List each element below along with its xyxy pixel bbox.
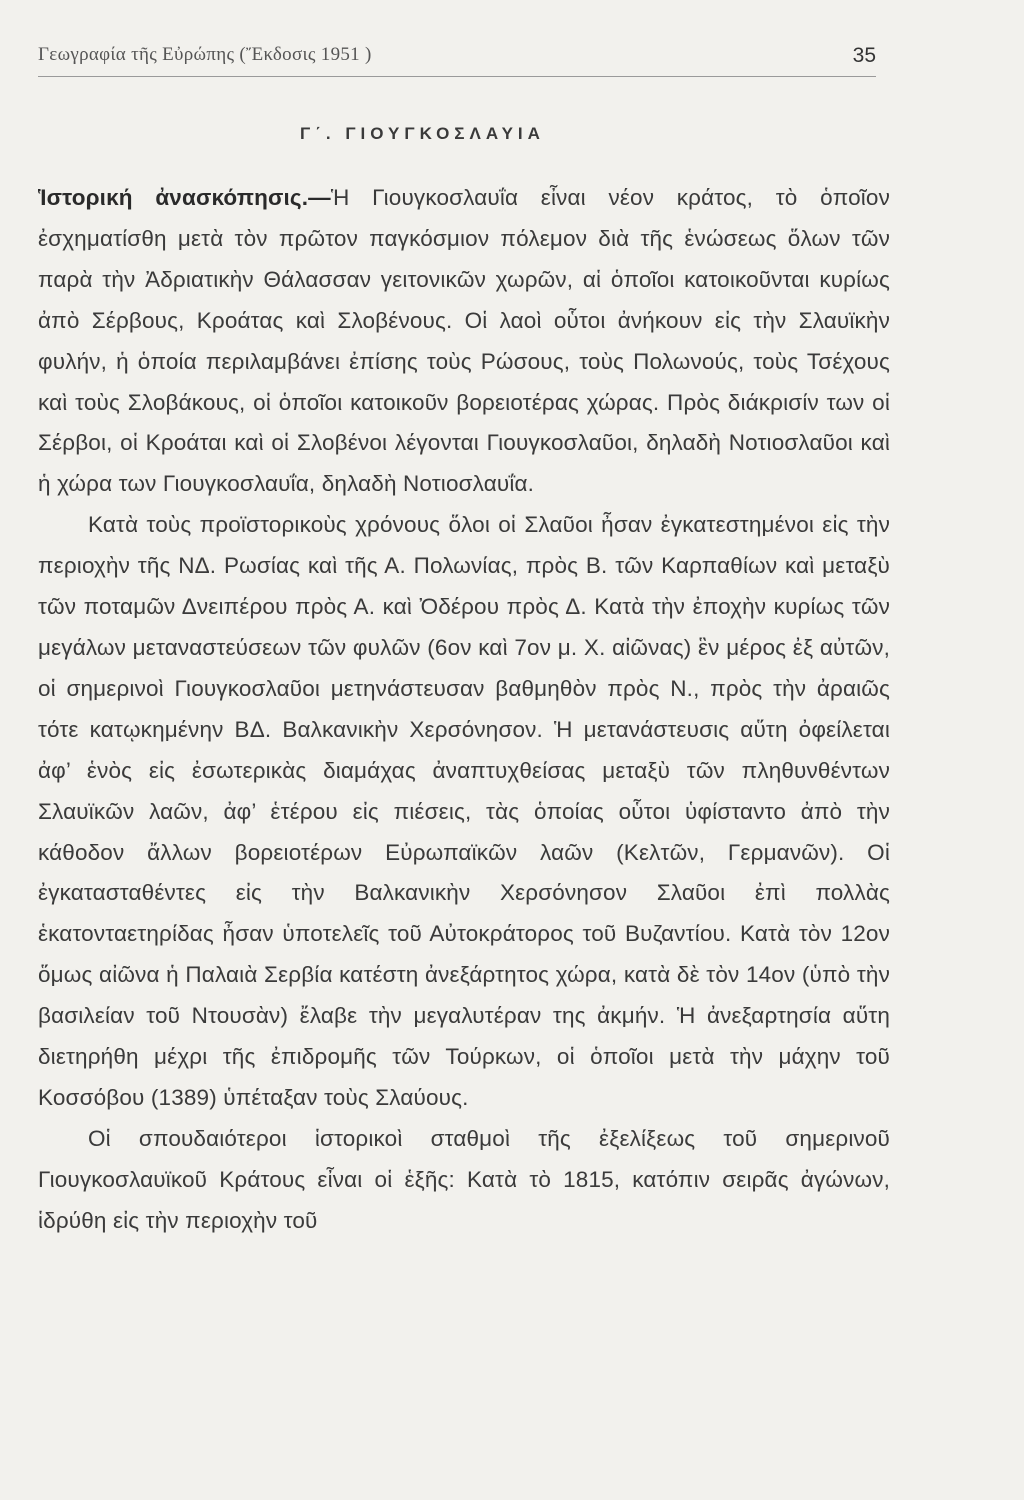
paragraph-3: Οἱ σπουδαιότεροι ἱστορικοὶ σταθμοὶ τῆς ἐξελίξεως τοῦ σημερινοῦ Γιουγκοσλαυϊκοῦ Κράτους εἶναι οἱ ἑξῆς: Κατὰ τὸ 1815, κατόπιν σειρᾶς ἀγώνων, ἱδρύθη εἰς τὴν περιοχὴν τοῦ (38, 1125, 890, 1233)
running-title: Γεωγραφία τῆς Εὐρώπης (Ἔκδοσις 1951 ) (38, 44, 372, 65)
body-text (38, 178, 890, 1242)
paragraph-1 (38, 178, 890, 505)
section-title: Γ΄. ΓΙΟΥΓΚΟΣΛΑΥΙΑ (300, 124, 545, 143)
page-header (38, 44, 876, 76)
lead-heading: Ἱστορική ἀνασκόπησις.— (38, 185, 331, 210)
paragraph-2: Κατὰ τοὺς προϊστορικοὺς χρόνους ὅλοι οἱ Σλαῦοι ἦσαν ἐγκατεστημένοι εἰς τὴν περιοχὴν τῆς ΝΔ. Ρωσίας καὶ τῆς Α. Πολωνίας, πρὸς Β. τῶν Καρπαθίων καὶ μεταξὺ τῶν ποταμῶν Δνειπέρου πρὸς Α. καὶ Ὀδέρου πρὸς Δ. Κατὰ τὴν ἐποχὴν κυρίως τῶν μεγάλων μεταναστεύσεων τῶν φυλῶν (6ον καὶ 7ον μ. Χ. αἰῶνας) ἓν μέρος ἐξ αὐτῶν, οἱ σημερινοὶ Γιουγκοσλαῦοι μετηνάστευσαν βαθμηθὸν πρὸς Ν., πρὸς τὴν ἀραιῶς τότε κατῳκημένην ΒΔ. Βαλκανικὴν Χερσόνησον. Ἡ μετανάστευσις αὕτη ὀφείλεται ἀφ’ ἑνὸς εἰς ἐσωτερικὰς διαμάχας ἀναπτυχθείσας μεταξὺ τῶν πληθυνθέντων Σλαυϊκῶν λαῶν, ἀφ’ ἑτέρου εἰς πιέσεις, τὰς ὁποίας οὗτοι ὑφίσταντο ἀπὸ τὴν κάθοδον ἄλλων βορειοτέρων Εὐρωπαϊκῶν λαῶν (Κελτῶν, Γερμανῶν). Οἱ ἐγκατασταθέντες εἰς τὴν Βαλκανικὴν Χερσόνησον Σλαῦοι ἐπὶ πολλὰς ἑκατονταετηρίδας ἦσαν ὑποτελεῖς τοῦ Αὐτοκράτορος τοῦ Βυζαντίου. Κατὰ τὸν 12ον ὅμως αἰῶνα ἡ Παλαιὰ Σερβία κατέστη ἀνεξάρτητος χώρα, κατὰ δὲ τὸν 14ον (ὑπὸ τὴν βασιλείαν τοῦ Ντουσὰν) ἔλαβε τὴν μεγαλυτέραν της ἀκμήν. Ἡ ἀνεξαρτησία αὕτη διετηρήθη μέχρι τῆς ἐπιδρομῆς τῶν Τούρκων, οἱ ὁποῖοι μετὰ τὴν μάχην τοῦ Κοσσόβου (1389) ὑπέταξαν τοὺς Σλαύους. (38, 512, 890, 1110)
header-divider (38, 76, 876, 77)
page-number: 35 (852, 44, 876, 67)
paragraph-1-text: Ἡ Γιουγκοσλαυΐα εἶναι νέον κράτος, τὸ ὁποῖον ἐσχηματίσθη μετὰ τὸν πρῶτον παγκόσμιον πόλεμον διὰ τῆς ἑνώσεως ὅλων τῶν παρὰ τὴν Ἀδριατικὴν Θάλασσαν γειτονικῶν χωρῶν, αἱ ὁποῖοι κατοικοῦνται κυρίως ἀπὸ Σέρβους, Κροάτας καὶ Σλοβένους. Οἱ λαοὶ οὗτοι ἀνήκουν εἰς τὴν Σλαυϊκὴν φυλήν, ἡ ὁποία περιλαμβάνει ἐπίσης τοὺς Ρώσους, τοὺς Πολωνούς, τοὺς Τσέχους καὶ τοὺς Σλοβάκους, οἱ ὁποῖοι κατοικοῦν βορειοτέρας χώρας. Πρὸς διάκρισίν των οἱ Σέρβοι, οἱ Κροάται καὶ οἱ Σλοβένοι λέγονται Γιουγκοσλαῦοι, δηλαδὴ Νοτιοσλαῦοι καὶ ἡ χώρα των Γιουγκοσλαυΐα, δηλαδὴ Νοτιοσλαυΐα. (38, 185, 890, 497)
